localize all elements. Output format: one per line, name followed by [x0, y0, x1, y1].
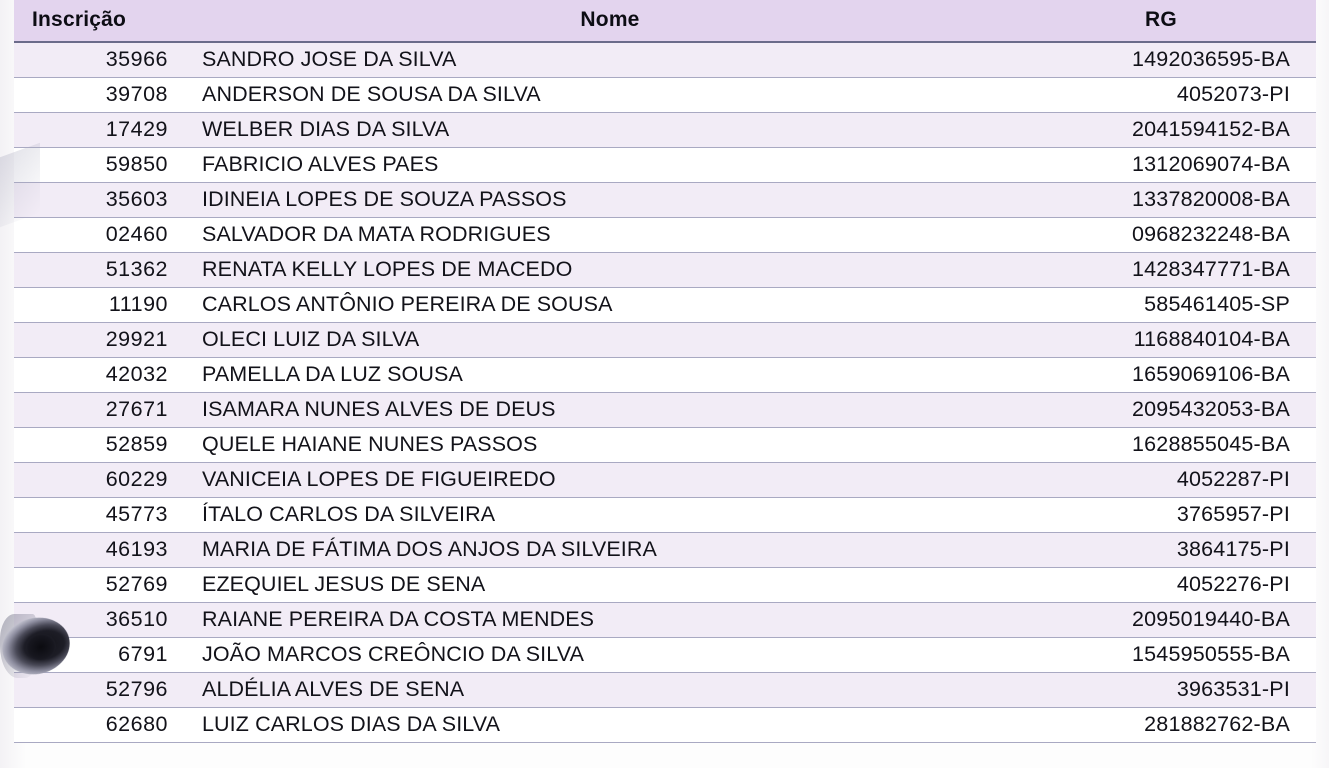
inscricoes-table: [14, 0, 1316, 743]
cell-nome: FABRICIO ALVES PAES: [190, 148, 1030, 183]
cell-nome: SANDRO JOSE DA SILVA: [190, 42, 1030, 78]
cell-nome: IDINEIA LOPES DE SOUZA PASSOS: [190, 183, 1030, 218]
cell-rg: 1428347771-BA: [1030, 253, 1316, 288]
cell-rg: 4052287-PI: [1030, 463, 1316, 498]
table-row: [14, 673, 1316, 708]
cell-nome: ANDERSON DE SOUSA DA SILVA: [190, 78, 1030, 113]
cell-inscricao: 51362: [14, 253, 190, 288]
cell-rg: 1659069106-BA: [1030, 358, 1316, 393]
cell-inscricao: 52769: [14, 568, 190, 603]
cell-nome: ÍTALO CARLOS DA SILVEIRA: [190, 498, 1030, 533]
cell-rg: 1545950555-BA: [1030, 638, 1316, 673]
cell-inscricao: 35966: [14, 42, 190, 78]
cell-rg: 1168840104-BA: [1030, 323, 1316, 358]
cell-rg: 4052073-PI: [1030, 78, 1316, 113]
table-row: [14, 638, 1316, 673]
column-header-nome: Nome: [190, 0, 1030, 42]
table-header: [14, 0, 1316, 42]
cell-inscricao: 27671: [14, 393, 190, 428]
table-row: [14, 533, 1316, 568]
cell-inscricao: 39708: [14, 78, 190, 113]
cell-rg: 1312069074-BA: [1030, 148, 1316, 183]
cell-nome: QUELE HAIANE NUNES PASSOS: [190, 428, 1030, 463]
table-row: [14, 148, 1316, 183]
column-header-inscricao: Inscrição: [14, 0, 190, 42]
table-row: [14, 393, 1316, 428]
column-header-rg: RG: [1030, 0, 1316, 42]
table-row: [14, 463, 1316, 498]
table-row: [14, 78, 1316, 113]
table-row: [14, 708, 1316, 743]
table-row: [14, 288, 1316, 323]
cell-inscricao: 52859: [14, 428, 190, 463]
cell-nome: LUIZ CARLOS DIAS DA SILVA: [190, 708, 1030, 743]
cell-inscricao: 60229: [14, 463, 190, 498]
table-row: [14, 218, 1316, 253]
cell-inscricao: 62680: [14, 708, 190, 743]
cell-nome: ALDÉLIA ALVES DE SENA: [190, 673, 1030, 708]
cell-rg: 1337820008-BA: [1030, 183, 1316, 218]
cell-nome: PAMELLA DA LUZ SOUSA: [190, 358, 1030, 393]
cell-nome: SALVADOR DA MATA RODRIGUES: [190, 218, 1030, 253]
cell-rg: 2041594152-BA: [1030, 113, 1316, 148]
table-row: [14, 113, 1316, 148]
table-row: [14, 428, 1316, 463]
table-row: [14, 42, 1316, 78]
cell-nome: WELBER DIAS DA SILVA: [190, 113, 1030, 148]
table-body: [14, 42, 1316, 743]
cell-rg: 1628855045-BA: [1030, 428, 1316, 463]
cell-inscricao: 59850: [14, 148, 190, 183]
cell-inscricao: 42032: [14, 358, 190, 393]
cell-inscricao: 36510: [14, 603, 190, 638]
cell-nome: MARIA DE FÁTIMA DOS ANJOS DA SILVEIRA: [190, 533, 1030, 568]
cell-rg: 0968232248-BA: [1030, 218, 1316, 253]
table-row: [14, 323, 1316, 358]
cell-inscricao: 46193: [14, 533, 190, 568]
cell-inscricao: 29921: [14, 323, 190, 358]
cell-nome: ISAMARA NUNES ALVES DE DEUS: [190, 393, 1030, 428]
cell-inscricao: 02460: [14, 218, 190, 253]
cell-inscricao: 6791: [14, 638, 190, 673]
table-row: [14, 568, 1316, 603]
cell-nome: OLECI LUIZ DA SILVA: [190, 323, 1030, 358]
cell-rg: 281882762-BA: [1030, 708, 1316, 743]
cell-rg: 1492036595-BA: [1030, 42, 1316, 78]
cell-inscricao: 52796: [14, 673, 190, 708]
cell-nome: VANICEIA LOPES DE FIGUEIREDO: [190, 463, 1030, 498]
table-row: [14, 183, 1316, 218]
cell-nome: EZEQUIEL JESUS DE SENA: [190, 568, 1030, 603]
cell-rg: 3963531-PI: [1030, 673, 1316, 708]
cell-nome: CARLOS ANTÔNIO PEREIRA DE SOUSA: [190, 288, 1030, 323]
table-row: [14, 498, 1316, 533]
table-row: [14, 358, 1316, 393]
cell-inscricao: 17429: [14, 113, 190, 148]
cell-rg: 3864175-PI: [1030, 533, 1316, 568]
table-row: [14, 253, 1316, 288]
cell-nome: JOÃO MARCOS CREÔNCIO DA SILVA: [190, 638, 1030, 673]
cell-inscricao: 11190: [14, 288, 190, 323]
table-header-row: [14, 0, 1316, 42]
table-row: [14, 603, 1316, 638]
cell-rg: 585461405-SP: [1030, 288, 1316, 323]
cell-rg: 2095432053-BA: [1030, 393, 1316, 428]
cell-nome: RAIANE PEREIRA DA COSTA MENDES: [190, 603, 1030, 638]
cell-rg: 3765957-PI: [1030, 498, 1316, 533]
cell-inscricao: 35603: [14, 183, 190, 218]
cell-inscricao: 45773: [14, 498, 190, 533]
cell-rg: 2095019440-BA: [1030, 603, 1316, 638]
cell-nome: RENATA KELLY LOPES DE MACEDO: [190, 253, 1030, 288]
cell-rg: 4052276-PI: [1030, 568, 1316, 603]
